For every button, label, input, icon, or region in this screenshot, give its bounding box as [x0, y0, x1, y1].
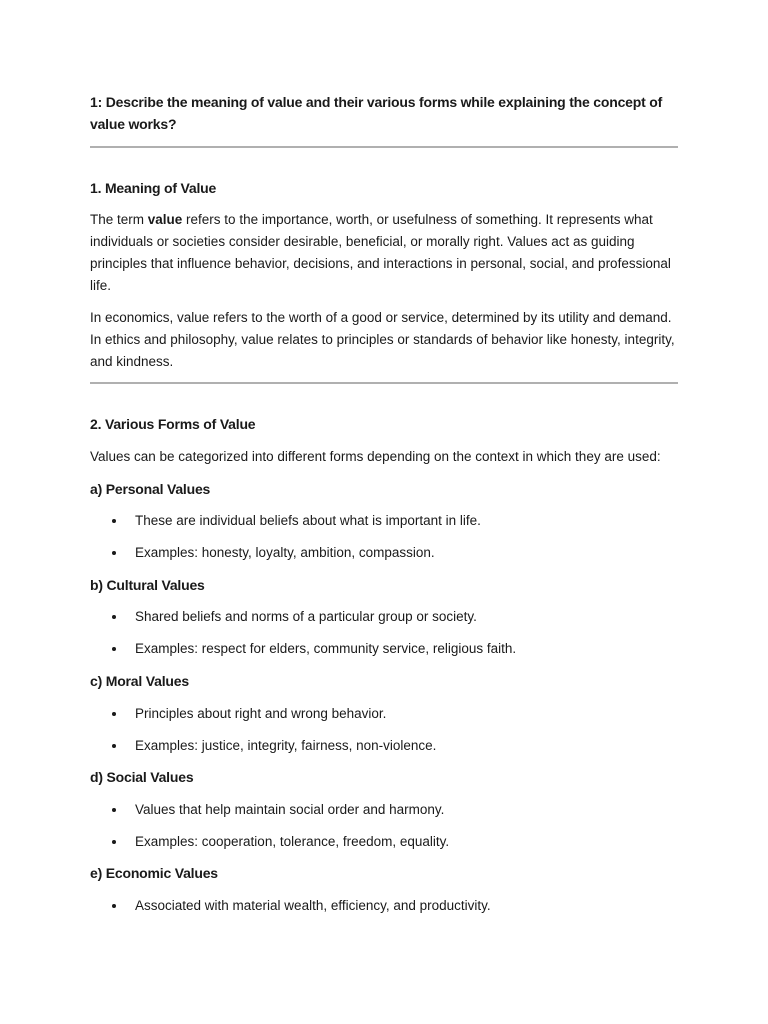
meaning-paragraph-1: The term value refers to the importance, worth, or usefulness of something. It represents what individuals or societies consider desirable, beneficial, or morally right. Values act as guiding principles that influence behavior, decisions, and interactions in personal, social, and professional life.	[90, 212, 671, 293]
bullet-icon	[112, 551, 116, 555]
question-title: 1: Describe the meaning of value and their various forms while explaining the concept of value works?	[90, 94, 663, 132]
bullet-icon	[112, 712, 116, 716]
section-heading-meaning: 1. Meaning of Value	[90, 180, 217, 196]
form-heading-cultural: b) Cultural Values	[90, 577, 205, 593]
bullet-icon	[112, 744, 116, 748]
divider	[90, 382, 678, 384]
term-value-bold: value	[147, 212, 183, 227]
form-heading-social: d) Social Values	[90, 769, 194, 785]
forms-intro: Values can be categorized into different forms depending on the context in which they are used:	[90, 449, 661, 464]
divider	[90, 146, 678, 148]
bullet-icon	[112, 647, 116, 651]
form-heading-moral: c) Moral Values	[90, 673, 189, 689]
bullet-icon	[112, 904, 116, 908]
meaning-paragraph-2: In economics, value refers to the worth of a good or service, determined by its utility and demand. In ethics and philosophy, value relates to principles or standards of behavior like honesty, integrity, and kindness.	[90, 310, 675, 369]
bullet-icon	[112, 840, 116, 844]
form-heading-economic: e) Economic Values	[90, 865, 218, 881]
section-heading-forms: 2. Various Forms of Value	[90, 416, 256, 432]
bullet-icon	[112, 519, 116, 523]
form-heading-personal: a) Personal Values	[90, 481, 211, 497]
bullet-icon	[112, 808, 116, 812]
bullet-icon	[112, 615, 116, 619]
